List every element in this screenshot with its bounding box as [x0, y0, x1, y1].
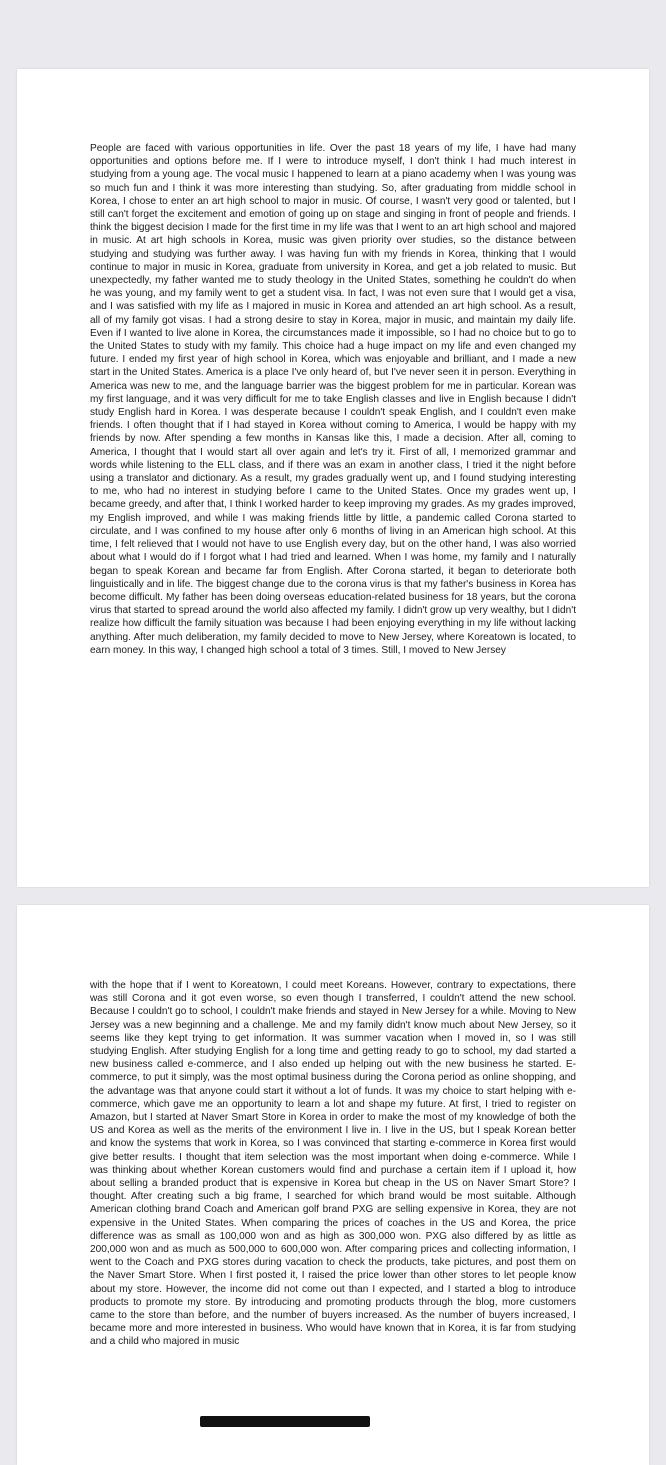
document-page-1	[17, 69, 649, 887]
page-1-body-text: People are faced with various opportunities in life. Over the past 18 years of my life, I have had many opportunities and options before me. If I were to introduce myself, I don't think I had much interest in studying from a young age. The vocal music I happened to learn at a piano academy when I was young was so much fun and I think it was more interesting than studying. So, after graduating from middle school in Korea, I chose to enter an art high school to major in music. Of course, I wasn't very good or talented, but I still can't forget the excitement and emotion of going up on stage and singing in front of people and friends. I think the biggest decision I made for the first time in my life was that I went to an art high school and majored in music. At art high schools in Korea, music was given priority over studies, so the distance between studying and studying was further away. I was having fun with my friends in Korea, thinking that I would continue to major in music in Korea, graduate from university in Korea, and get a job related to music. But unexpectedly, my father wanted me to study theology in the United States, something he couldn't do when he was young, and my family went to get a student visa. In fact, I was not even sure that I would get a visa, and I was satisfied with my life as I majored in music in Korea and attended an art high school. As a result, all of my family got visas. I had a strong desire to stay in Korea, major in music, and maintain my daily life. Even if I wanted to live alone in Korea, the circumstances made it impossible, so I had no choice but to go to the United States to study with my family. This choice had a huge impact on my life and even changed my future. I ended my first year of high school in Korea, which was enjoyable and brilliant, and I made a new start in the United States. America is a place I've only heard of, but I've never seen it in person. Everything in America was new to me, and the language barrier was the biggest problem for me in particular. Korean was my first language, and it was very difficult for me to take English classes and live in English because I didn't study English hard in Korea. I was desperate because I couldn't speak English, and I couldn't even make friends. I often thought that if I had stayed in Korea without coming to America, I would be happy with my friends by now. After spending a few months in Kansas like this, I made a decision. After all, coming to America, I thought that I would start all over again and let's try it. First of all, I memorized grammar and words while listening to the ELL class, and if there was an exam in another class, I tried it the night before using a translator and dictionary. As a result, my grades gradually went up, and I found studying interesting to me, who had no interest in studying before I came to the United States. Once my grades went up, I became greedy, and after that, I think I worked harder to keep improving my grades. As my grades improved, my English improved, and while I was making friends little by little, a pandemic called Corona started to circulate, and I was confined to my house after only 6 months of living in an American high school. At this time, I felt relieved that I would not have to use English every day, but on the other hand, I was also worried about what I would do if I forgot what I had tried and learned. When I was home, my family and I naturally began to speak Korean and became far from English. After Corona started, it began to deteriorate both linguistically and in life. The biggest change due to the corona virus is that my father's business in Korea has become difficult. My father has been doing overseas education-related business for 18 years, but the corona virus that started to spread around the world also affected my family. I didn't grow up very wealthy, but I didn't realize how difficult the family situation was because I had been enjoying everything in my life without lacking anything. After much deliberation, my family decided to move to New Jersey, where Koreatown is located, to earn money. In this way, I changed high school a total of 3 times. Still, I moved to New Jersey	[90, 143, 576, 656]
redaction-mark	[200, 1416, 370, 1427]
document-page-2	[17, 905, 649, 1465]
page-2-body-text: with the hope that if I went to Koreatown, I could meet Koreans. However, contrary to expectations, there was still Corona and it got even worse, so even though I transferred, I couldn't attend the new school. Because I couldn't go to school, I couldn't make friends and stayed in New Jersey for a while. Moving to New Jersey was a new beginning and a challenge. Me and my family didn't know much about New Jersey, so it seems like they kept trying to get information. It was summer vacation when I moved in, so I was still studying English. After studying English for a long time and getting ready to go to school, my dad started a new business called e-commerce, and I also ended up helping out with the new business he started. E-commerce, to put it simply, was the most optimal business during the Corona period as online shopping, and the advantage was that anyone could start it without a lot of funds. It was my choice to start helping with e-commerce, which gave me an opportunity to learn a lot and shape my future. At first, I tried to register on Amazon, but I started at Naver Smart Store in Korea in order to make the most of my knowledge of both the US and Korea as well as the merits of the environment I live in. I live in the US, but I speak Korean better and know the systems that work in Korea, so I was convinced that starting e-commerce in Korea first would give better results. I thought that item selection was the most important when doing e-commerce. While I was thinking about whether Korean customers would find and purchase a certain item if I upload it, how about selling a branded product that is expensive in Korea but cheap in the US on Naver Smart Store? I thought. After creating such a big frame, I searched for which brand would be most suitable. Although American clothing brand Coach and American golf brand PXG are selling expensive in Korea, they are not expensive in the United States. When comparing the prices of coaches in the US and Korea, the price difference was as small as 100,000 won and as high as 300,000 won. PXG also differed by as little as 200,000 won and as much as 500,000 to 600,000 won. After comparing prices and collecting information, I went to the Coach and PXG stores during vacation to check the products, take pictures, and post them on the Naver Smart Store. When I first posted it, I raised the price lower than other stores to let people know about my store. However, the income did not come out than I expected, and I started a blog to introduce products to promote my store. By introducing and promoting products through the blog, more customers came to the store than before, and the number of buyers increased. As the number of buyers increased, I became more and more interested in business. Who would have known that in Korea, it is far from studying and a child who majored in music	[90, 980, 576, 1348]
